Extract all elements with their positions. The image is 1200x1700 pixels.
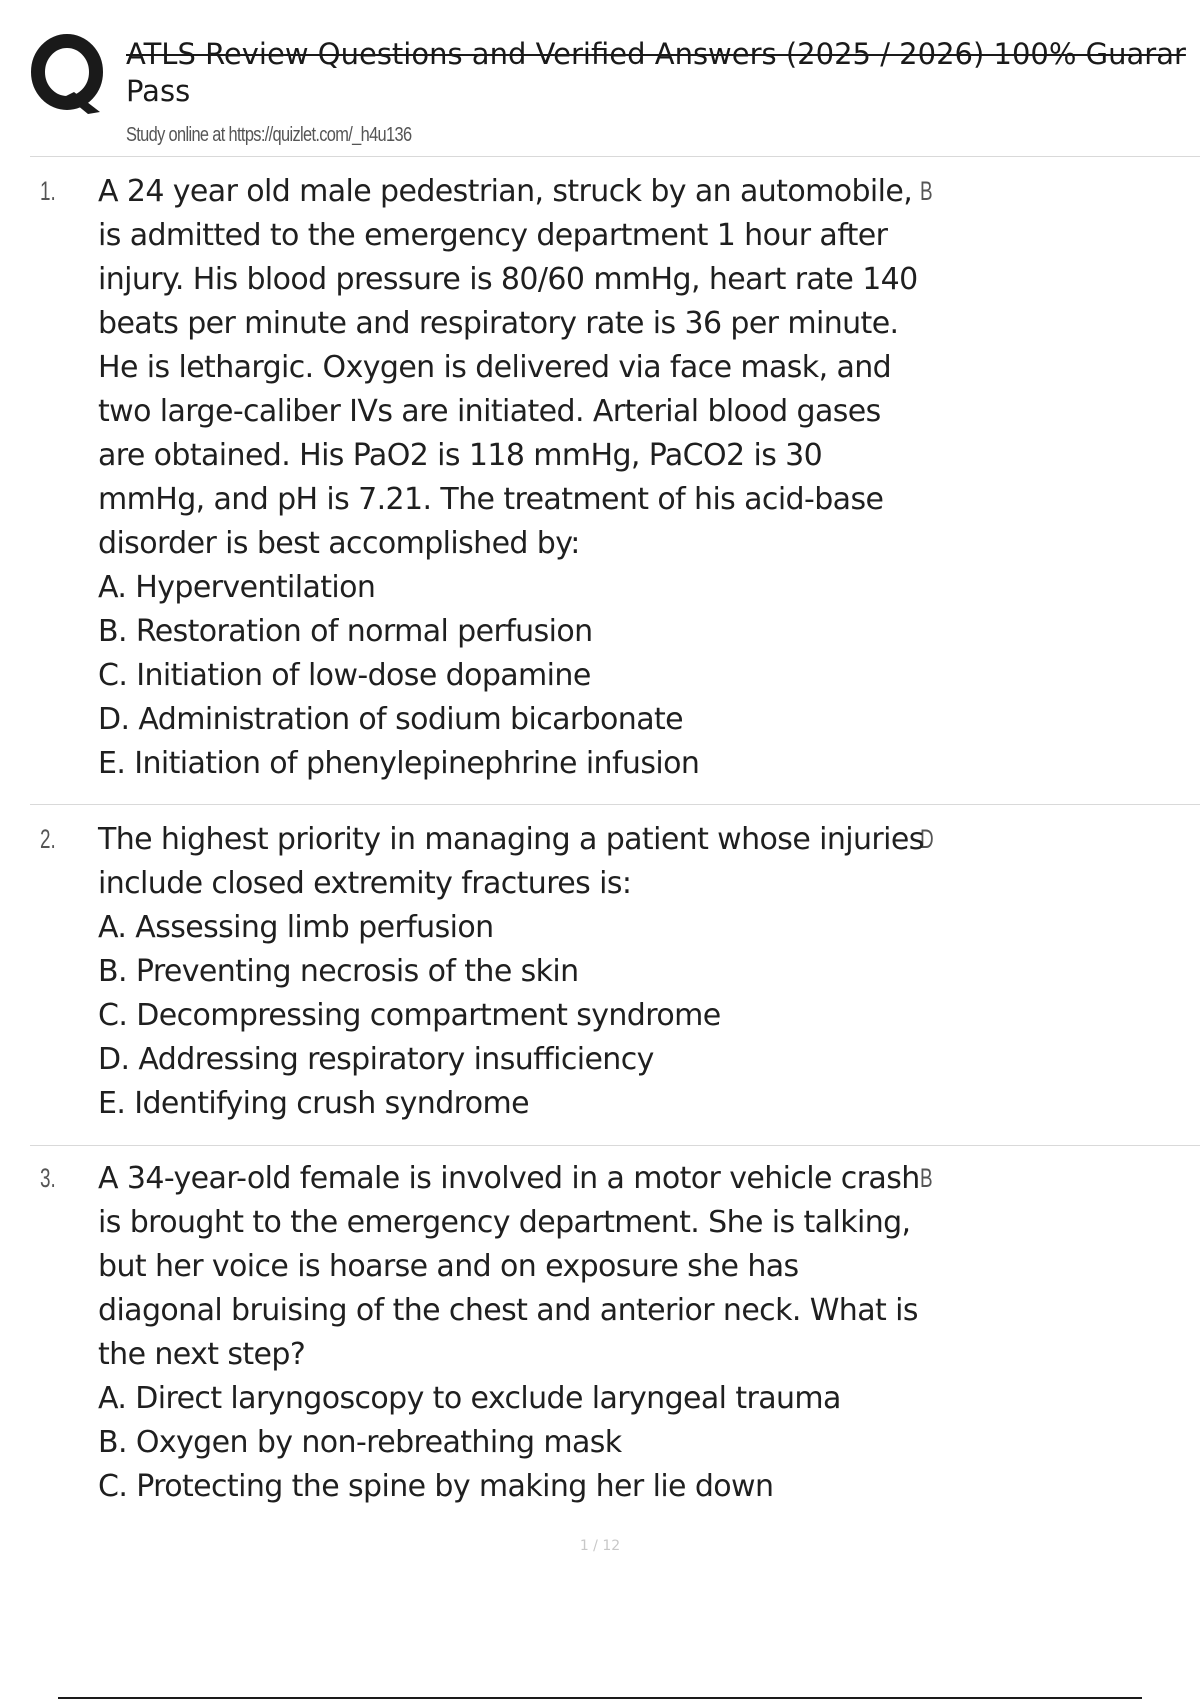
question-1-option-e: E. Initiation of phenylepinephrine infusion [98, 746, 700, 781]
question-1-option-b: B. Restoration of normal perfusion [98, 614, 593, 649]
question-3-number: 3. [40, 1163, 56, 1193]
page-number: 1 / 12 [579, 1538, 621, 1554]
study-online-link[interactable]: Study online at https://quizlet.com/_h4u136 [126, 124, 412, 146]
quizlet-q-logo-icon [30, 32, 106, 114]
question-1-text: A 24 year old male pedestrian, struck by an automobile, is admitted to the emergency department 1 hour after injury. His blood pressure is 80/60 mmHg, heart rate 140 beats per minute and respiratory rate is 36 per minute. He is lethargic. Oxygen is delivered via face mask, and two large-caliber IVs are initiated. Arterial blood gases are obtained. His PaO2 is 118 mmHg, PaCO2 is 30 mmHg, and pH is 7.21. The treatment of his acid-base disorder is best accomplished by: [98, 174, 918, 561]
question-2-option-e: E. Identifying crush syndrome [98, 1086, 529, 1121]
question-1-body [98, 170, 928, 786]
question-3-option-b: B. Oxygen by non-rebreathing mask [98, 1425, 622, 1460]
question-2-option-b: B. Preventing necrosis of the skin [98, 954, 579, 989]
separator [30, 1145, 1200, 1146]
separator [30, 804, 1200, 805]
question-3-option-a: A. Direct laryngoscopy to exclude laryngeal trauma [98, 1381, 841, 1416]
question-3-answer: B [920, 1163, 933, 1193]
question-2-answer: D [920, 824, 934, 854]
question-2-body [98, 818, 928, 1126]
question-2-option-c: C. Decompressing compartment syndrome [98, 998, 721, 1033]
question-2-option-a: A. Assessing limb perfusion [98, 910, 494, 945]
footer-rule [58, 1697, 1142, 1699]
question-1-answer: B [920, 176, 933, 206]
question-3-option-c: C. Protecting the spine by making her lie down [98, 1469, 774, 1504]
title-line-1: ATLS Review Questions and Verified Answers (2025 / 2026) 100% Guarar [126, 37, 1186, 71]
question-2-number: 2. [40, 824, 56, 854]
question-3-body [98, 1157, 928, 1509]
question-2-text: The highest priority in managing a patient whose injuries include closed extremity fractures is: [98, 822, 924, 901]
document-title [126, 36, 1200, 110]
separator [30, 156, 1200, 157]
question-3-text: A 34-year-old female is involved in a motor vehicle crash is brought to the emergency department. She is talking, but her voice is hoarse and on exposure she has diagonal bruising of the chest and anterior neck. What is the next step? [98, 1161, 920, 1372]
question-1-option-d: D. Administration of sodium bicarbonate [98, 702, 684, 737]
question-1-number: 1. [40, 176, 56, 206]
question-1-option-a: A. Hyperventilation [98, 570, 376, 605]
question-1-option-c: C. Initiation of low-dose dopamine [98, 658, 591, 693]
question-2-option-d: D. Addressing respiratory insufficiency [98, 1042, 654, 1077]
title-line-2: Pass [126, 74, 191, 108]
